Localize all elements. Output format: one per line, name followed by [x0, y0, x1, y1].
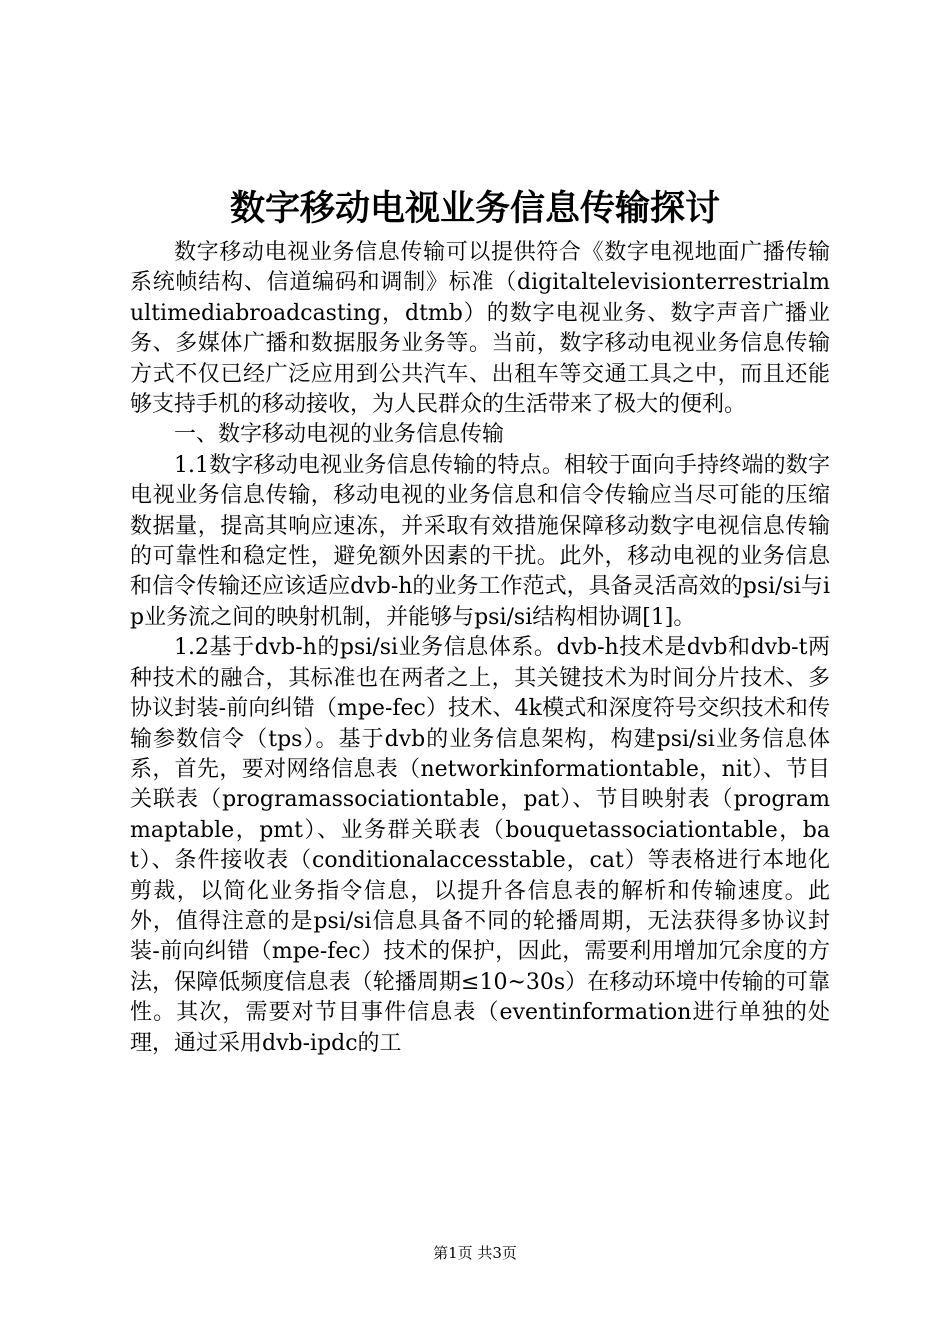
- document-body: [130, 238, 830, 1059]
- document-title: 数字移动电视业务信息传输探讨: [229, 188, 720, 229]
- paragraph-1-1: 1.1数字移动电视业务信息传输的特点。相较于面向手持终端的数字电视业务信息传输，移动电视的业务信息和信令传输应当尽可能的压缩数据量，提高其响应速冻，并采取有效措施保障移动数字电视信息传输的可靠性和稳定性，避免额外因素的干扰。此外，移动电视的业务信息和信令传输还应该适应dvb-h的业务工作范式，具备灵活高效的psi/si与ip业务流之间的映射机制，并能够与psi/si结构相协调[1]。: [130, 452, 830, 630]
- section-heading: 一、数字移动电视的业务信息传输: [174, 422, 505, 448]
- paragraph-1-2: 1.2基于dvb-h的psi/si业务信息体系。dvb-h技术是dvb和dvb-t两种技术的融合，其标准也在两者之上，其关键技术为时间分片技术、多协议封装-前向纠错（mpe-fec）技术、4k模式和深度符号交织技术和传输参数信令（tps）。基于dvb的业务信息架构，构建psi/si业务信息体系，首先，要对网络信息表（networkinformationtable，nit）、节目关联表（programassociationtable，pat）、节目映射表（programmaptable，pmt）、业务群关联表（bouquetassociationtable，bat）、条件接收表（conditionalaccesstable，cat）等表格进行本地化剪裁，以简化业务指令信息，以提升各信息表的解析和传输速度。此外，值得注意的是psi/si信息具备不同的轮播周期，无法获得多协议封装-前向纠错（mpe-fec）技术的保护，因此，需要利用增加冗余度的方法，保障低频度信息表（轮播周期≤10~30s）在移动环境中传输的可靠性。其次，需要对节目事件信息表（eventinformation进行单独的处理，通过采用dvb-ipdc的工: [130, 635, 830, 1056]
- page-number-footer: 第1页 共3页: [433, 1244, 517, 1262]
- intro-paragraph: 数字移动电视业务信息传输可以提供符合《数字电视地面广播传输系统帧结构、信道编码和调制》标准（digitaltelevisionterrestrialmultimediabroadcasting，dtmb）的数字电视业务、数字声音广播业务、多媒体广播和数据服务业务等。当前，数字移动电视业务信息传输方式不仅已经广泛应用到公共汽车、出租车等交通工具之中，而且还能够支持手机的移动接收，为人民群众的生活带来了极大的便利。: [130, 240, 830, 418]
